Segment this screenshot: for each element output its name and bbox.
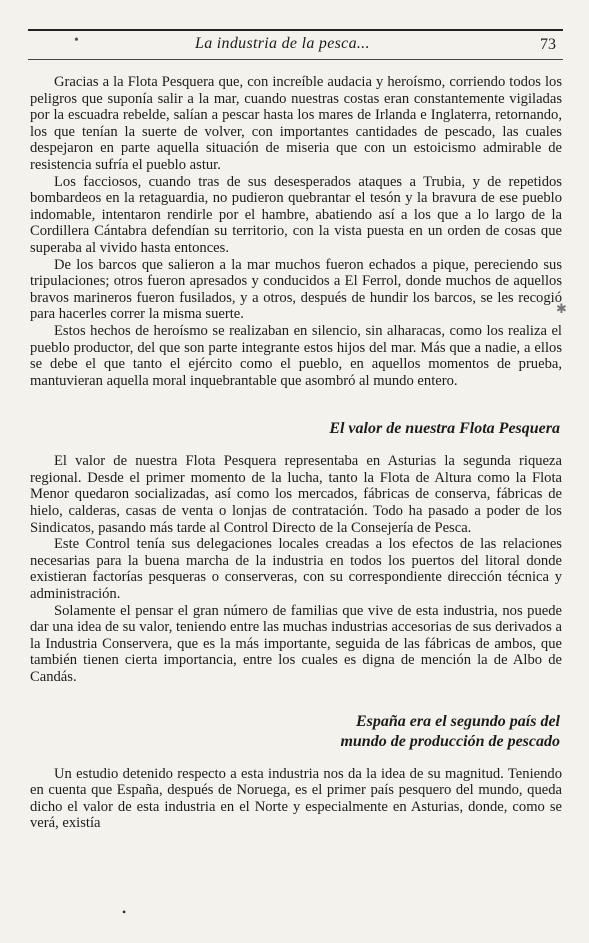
header-dot-mark: • [74,33,79,48]
running-header-title: La industria de la pesca... [195,35,370,52]
header-rule-top [28,29,563,31]
paragraph: Solamente el pensar el gran número de familias que vive de esta industria, nos puede dar una idea de su valor, teniendo entre las muchas industrias accesorias de sus derivados a la Industria Conservera, que es la más importante, seguida de las fábricas de ambos, que también tienen cierta importancia, entre los cuales es digna de mención la de Albo de Candás. [30,602,562,685]
section-heading-line: mundo de producción de pescado [340,732,560,750]
paragraph: De los barcos que salieron a la mar muchos fueron echados a pique, pereciendo sus tripulaciones; otros fueron apresados y conducidos a El Ferrol, donde muchos de aquellos bravos marineros fueron fusilados, y a otros, después de hundir los barcos, se les recogió para hacerles correr la misma suerte. [30,256,562,323]
paragraph: Los facciosos, cuando tras de sus desesperados ataques a Trubia, y de repetidos bombardeos en la retaguardia, no pudieron quebrantar el tesón y la bravura de ese pueblo indomable, intentaron rendirle por el hambre, abatiendo así a los que a lo largo de la Cordillera Cántabra defendían su territorio, con la vista puesta en un orden de cosas que superaba al vivido hasta entonces. [30,173,562,256]
paragraph: Gracias a la Flota Pesquera que, con increíble audacia y heroísmo, corriendo todos los peligros que suponía salir a la mar, cuando nuestras costas eran constantemente vigiladas por la escuadra rebelde, salían a pescar hasta los mares de Irlanda e Inglaterra, retornando, los que tenían la suerte de volver, con importantes cantidades de pescado, las cuales despejaron en parte aquella situación de miseria que con un estoicismo admirable de resistencia sufría el pueblo astur. [30,74,562,173]
section-heading: El valor de nuestra Flota Pesquera [329,420,560,438]
section-heading-line: España era el segundo país del [355,712,560,730]
paragraph: El valor de nuestra Flota Pesquera representaba en Asturias la segunda riqueza regional. Desde el primer momento de la lucha, tanto la Flota de Altura como la Flota Menor quedaron socializadas, así como los mercados, fábricas de conserva, fábricas de hielo, calderas, casas de venta o lonjas de contratación. Todo ha pasado a poder de los Sindicatos, pasando más tarde al Control Directo de la Consejería de Pesca. [30,453,562,536]
paragraph: Este Control tenía sus delegaciones locales creadas a los efectos de las relaciones necesarias para la buena marcha de la industria en todos los puertos del litoral donde existieran factorías pesqueras o conserveras, con su correspondiente dirección técnica y administración. [30,536,562,603]
print-speck: ✱ [556,301,567,316]
section-heading [30,712,562,752]
paragraph: Estos hechos de heroísmo se realizaban en silencio, sin alharacas, como los realiza el pueblo productor, del que son parte integrante estos hijos del mar. Más que a nadie, a ellos se debe el que tanto el ejército como el pueblo, en aquellos momentos de prueba, mantuvieran aquella moral inquebrantable que asombró al mundo entero. [30,322,562,389]
page-number: 73 [540,36,556,53]
paragraph: Un estudio detenido respecto a esta industria nos da la idea de su magnitud. Teniendo en cuenta que España, después de Noruega, es el primer país pesquero del mundo, queda dicho el valor de esta industria en el Norte y especialmente en Asturias, donde, como se verá, existía [30,765,562,832]
page-body [30,74,562,832]
footer-bullet-mark: • [122,905,127,919]
header-rule-bottom [28,59,563,60]
